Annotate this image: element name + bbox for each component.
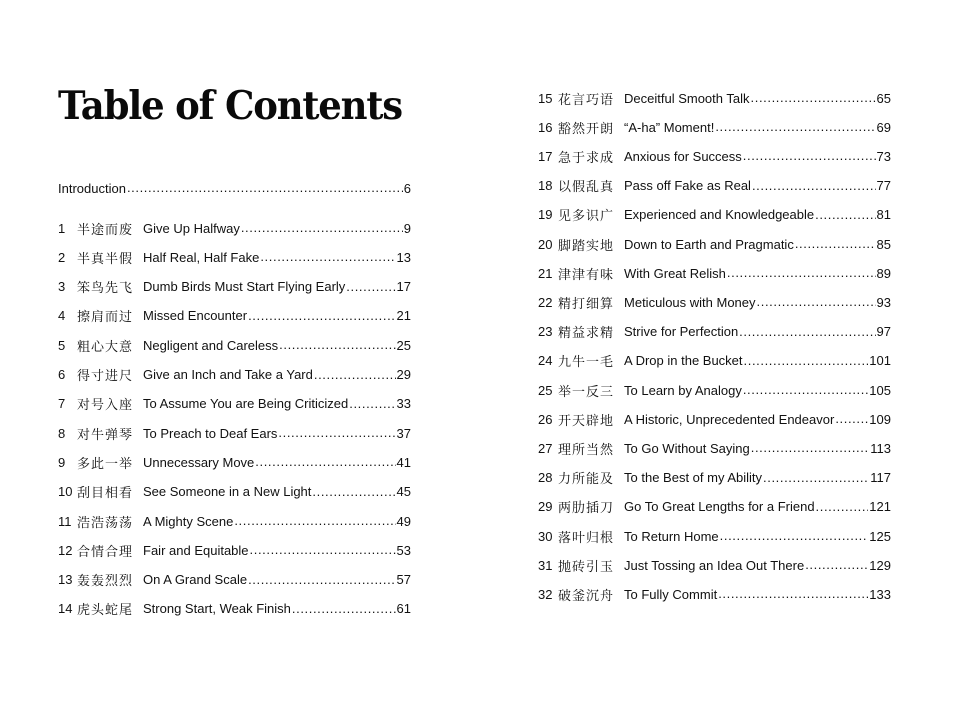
entry-page: 97 [876, 324, 891, 340]
dot-leader [720, 529, 869, 543]
entry-page: 129 [869, 557, 891, 573]
entry-number: 27 [538, 440, 553, 456]
entry-title: Anxious for Success [624, 148, 742, 164]
dot-leader [255, 455, 395, 469]
entry-number: 28 [538, 470, 553, 486]
dot-leader [816, 500, 869, 514]
toc-entry[interactable] [538, 409, 891, 429]
toc-entry[interactable] [58, 335, 411, 355]
toc-entry[interactable] [538, 468, 891, 488]
entry-page: 73 [876, 148, 891, 164]
dot-leader [278, 426, 395, 440]
entry-page: 93 [876, 294, 891, 310]
dot-leader [250, 543, 396, 557]
toc-entry[interactable] [58, 482, 411, 502]
entry-title: Dumb Birds Must Start Flying Early [143, 279, 346, 295]
entry-title: Give Up Halfway [143, 220, 240, 236]
entry-title: Strive for Perfection [624, 324, 739, 340]
dot-leader [763, 471, 869, 485]
toc-entry[interactable] [538, 234, 891, 254]
entry-page: 113 [870, 440, 891, 456]
entry-page: 25 [396, 337, 411, 353]
entry-number: 31 [538, 557, 553, 573]
dot-leader [241, 221, 403, 235]
entry-number: 10 [58, 484, 73, 500]
entry-page: 45 [396, 484, 411, 500]
entry-title: See Someone in a New Light [143, 484, 312, 500]
entry-page: 6 [403, 180, 411, 196]
entry-chinese-title: 擦肩而过 [77, 309, 134, 325]
entry-title: Missed Encounter [143, 308, 248, 324]
toc-entry[interactable] [58, 570, 411, 590]
toc-entry[interactable] [58, 540, 411, 560]
toc-entry[interactable] [538, 438, 891, 458]
entry-number: 24 [538, 353, 553, 369]
entry-page: 21 [396, 308, 411, 324]
dot-leader [314, 368, 396, 382]
toc-entry[interactable] [538, 497, 891, 517]
entry-page: 105 [869, 382, 891, 398]
entry-number: 15 [538, 90, 553, 106]
entry-page: 29 [396, 367, 411, 382]
entry-title: Half Real, Half Fake [143, 249, 260, 265]
dot-leader [751, 441, 870, 455]
entry-title: Strong Start, Weak Finish [143, 601, 291, 617]
dot-leader [835, 412, 868, 426]
entry-chinese-title: 精益求精 [558, 325, 615, 341]
entry-chinese-title: 理所当然 [558, 441, 615, 457]
entry-chinese-title: 对号入座 [77, 397, 134, 413]
toc-entry-introduction[interactable] [58, 178, 411, 198]
entry-number: 3 [58, 279, 66, 295]
entry-number: 22 [538, 294, 553, 310]
entry-page: 57 [396, 572, 411, 588]
toc-entry[interactable] [58, 277, 411, 297]
entry-page: 49 [396, 513, 411, 529]
entry-number: 14 [58, 601, 73, 617]
dot-leader [127, 181, 403, 195]
entry-chinese-title: 开天辟地 [558, 412, 615, 428]
dot-leader [743, 149, 876, 163]
dot-leader [279, 338, 395, 352]
entry-page: 89 [876, 265, 891, 281]
dot-leader [248, 573, 395, 587]
entry-number: 11 [58, 513, 72, 529]
dot-leader [718, 587, 868, 601]
entry-chinese-title: 破釜沉舟 [558, 587, 615, 603]
entry-page: 33 [396, 396, 411, 412]
entry-number: 1 [58, 220, 66, 236]
entry-page: 61 [396, 601, 411, 617]
entry-number: 13 [58, 572, 73, 588]
entry-title: Negligent and Careless [143, 337, 279, 353]
toc-entry[interactable] [538, 292, 891, 312]
entry-title: Unnecessary Move [143, 454, 255, 470]
entry-page: 117 [870, 470, 891, 486]
entry-title: Give an Inch and Take a Yard [143, 367, 313, 382]
entry-number: 32 [538, 586, 553, 602]
entry-page: 17 [396, 279, 411, 295]
entry-number: 25 [538, 382, 553, 398]
entry-title: Deceitful Smooth Talk [624, 90, 750, 106]
toc-entry[interactable] [58, 394, 411, 414]
entry-chinese-title: 浩浩荡荡 [77, 514, 134, 530]
dot-leader [346, 280, 395, 294]
entry-title: Just Tossing an Idea Out There [624, 557, 805, 573]
entry-chinese-title: 花言巧语 [558, 91, 615, 107]
entry-number: 16 [538, 119, 553, 135]
toc-entry[interactable] [538, 526, 891, 546]
entry-title: To Return Home [624, 528, 719, 544]
entry-page: 109 [869, 411, 891, 427]
toc-entry[interactable] [58, 511, 411, 531]
toc-entry[interactable] [58, 247, 411, 267]
entry-number: 12 [58, 542, 73, 558]
entry-number: 7 [58, 396, 66, 412]
entry-chinese-title: 半真半假 [77, 250, 134, 266]
toc-entry[interactable] [538, 176, 891, 196]
entry-chinese-title: 对牛弹琴 [77, 426, 134, 442]
entry-page: 77 [876, 178, 891, 194]
entry-title: To Go Without Saying [624, 440, 750, 456]
entry-page: 53 [396, 542, 411, 558]
entry-number: 21 [538, 265, 553, 281]
dot-leader [815, 208, 875, 222]
entry-title: A Mighty Scene [143, 513, 234, 529]
dot-leader [744, 354, 869, 368]
entry-chinese-title: 多此一举 [77, 455, 134, 471]
entry-page: 13 [396, 249, 411, 265]
toc-entry[interactable] [538, 555, 891, 575]
dot-leader [751, 91, 876, 105]
entry-page: 125 [869, 528, 891, 544]
entry-chinese-title: 笨鸟先飞 [77, 280, 134, 296]
page-title: Table of Contents [58, 82, 402, 129]
toc-entry[interactable] [538, 263, 891, 283]
entry-chinese-title: 合情合理 [77, 543, 134, 559]
dot-leader [727, 266, 876, 280]
entry-chinese-title: 抛砖引玉 [558, 558, 615, 574]
entry-chinese-title: 半途而废 [77, 221, 134, 237]
entry-number: 9 [58, 454, 66, 470]
entry-title: To the Best of my Ability [624, 470, 763, 486]
entry-title: Meticulous with Money [624, 294, 756, 310]
entry-chinese-title: 急于求成 [558, 149, 615, 165]
toc-entry[interactable] [538, 584, 891, 604]
entry-page: 69 [876, 119, 891, 135]
entry-number: 20 [538, 236, 553, 252]
entry-number: 5 [58, 337, 66, 353]
entry-title: Fair and Equitable [143, 542, 249, 558]
toc-entry[interactable] [538, 351, 891, 371]
entry-page: 9 [403, 220, 411, 236]
entry-number: 26 [538, 411, 553, 427]
dot-leader [260, 250, 395, 264]
dot-leader [795, 237, 876, 251]
entry-chinese-title: 见多识广 [558, 208, 615, 224]
entry-number: 18 [538, 178, 553, 194]
entry-chinese-title: 精打细算 [558, 295, 615, 311]
dot-leader [715, 120, 875, 134]
entry-title: A Drop in the Bucket [624, 353, 743, 369]
entry-chinese-title: 轰轰烈烈 [77, 573, 134, 589]
entry-title: A Historic, Unprecedented Endeavor [624, 411, 835, 427]
entry-title: To Assume You are Being Criticized [143, 396, 349, 412]
entry-title: To Learn by Analogy [624, 382, 742, 398]
dot-leader [743, 383, 868, 397]
toc-entry[interactable] [58, 306, 411, 326]
toc-entry[interactable] [538, 380, 891, 400]
toc-entry[interactable] [58, 423, 411, 443]
entry-number: 2 [58, 249, 66, 265]
dot-leader [349, 397, 395, 411]
entry-chinese-title: 粗心大意 [77, 338, 134, 354]
entry-title: Go To Great Lengths for a Friend [624, 499, 815, 515]
dot-leader [805, 558, 868, 572]
entry-title: “A-ha” Moment! [624, 119, 715, 135]
entry-title: Introduction [58, 180, 126, 196]
entry-chinese-title: 豁然开朗 [558, 120, 615, 136]
entry-page: 121 [869, 499, 891, 515]
entry-page: 85 [876, 236, 891, 252]
entry-number: 8 [58, 425, 66, 441]
dot-leader [312, 485, 395, 499]
entry-chinese-title: 虎头蛇尾 [77, 602, 134, 618]
entry-title: Experienced and Knowledgeable [624, 207, 815, 223]
entry-page: 101 [869, 353, 891, 369]
entry-page: 65 [876, 90, 891, 106]
entry-page: 37 [396, 425, 411, 441]
toc-entry[interactable] [58, 452, 411, 472]
entry-chinese-title: 刮目相看 [77, 485, 134, 501]
entry-title: Down to Earth and Pragmatic [624, 236, 794, 252]
entry-page: 81 [876, 207, 891, 223]
entry-title: Pass off Fake as Real [624, 178, 751, 194]
entry-number: 30 [538, 528, 553, 544]
toc-entry[interactable] [58, 365, 411, 385]
entry-chinese-title: 以假乱真 [558, 179, 615, 195]
toc-entry[interactable] [538, 146, 891, 166]
entry-page: 133 [869, 586, 891, 602]
entry-title: To Preach to Deaf Ears [143, 425, 278, 441]
dot-leader [757, 295, 876, 309]
entry-chinese-title: 两肋插刀 [558, 500, 615, 516]
entry-number: 6 [58, 367, 66, 382]
entry-chinese-title: 九牛一毛 [558, 354, 615, 370]
toc-entry[interactable] [58, 218, 411, 238]
entry-title: To Fully Commit [624, 586, 718, 602]
toc-entry[interactable] [538, 322, 891, 342]
dot-leader [248, 309, 395, 323]
entry-chinese-title: 得寸进尺 [77, 368, 134, 383]
entry-title: With Great Relish [624, 265, 726, 281]
entry-title: On A Grand Scale [143, 572, 248, 588]
toc-entry[interactable] [58, 599, 411, 619]
dot-leader [292, 602, 396, 616]
dot-leader [234, 514, 395, 528]
toc-entry[interactable] [538, 205, 891, 225]
entry-number: 19 [538, 207, 553, 223]
entry-number: 17 [538, 148, 553, 164]
entry-number: 4 [58, 308, 66, 324]
toc-entry[interactable] [538, 117, 891, 137]
dot-leader [752, 179, 876, 193]
entry-number: 29 [538, 499, 553, 515]
entry-chinese-title: 脚踏实地 [558, 237, 615, 253]
entry-page: 41 [396, 454, 411, 470]
entry-number: 23 [538, 324, 553, 340]
entry-chinese-title: 力所能及 [558, 471, 615, 487]
toc-entry[interactable] [538, 88, 891, 108]
entry-chinese-title: 津津有味 [558, 266, 615, 282]
entry-chinese-title: 举一反三 [558, 383, 615, 399]
entry-chinese-title: 落叶归根 [558, 529, 615, 545]
dot-leader [739, 325, 875, 339]
